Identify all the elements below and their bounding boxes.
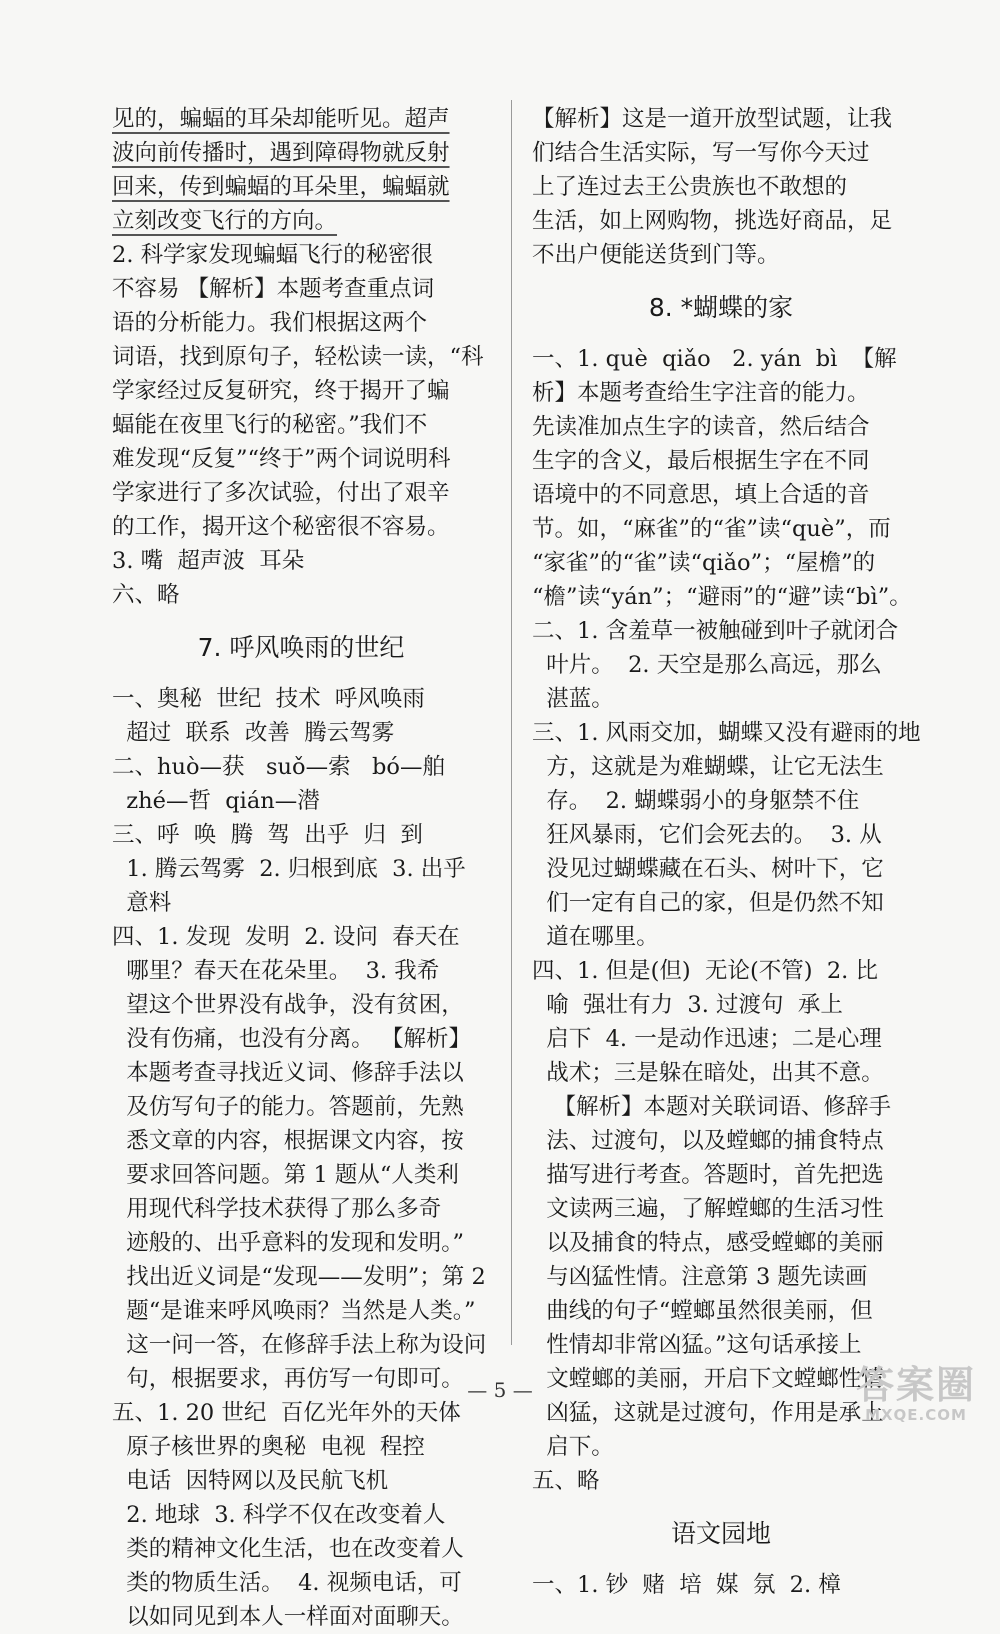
text-line: 上了连过去王公贵族也不敢想的: [532, 174, 848, 200]
text-line: 不容易 【解析】本题考查重点词: [112, 276, 435, 302]
text-line: 节。如，“麻雀”的“雀”读“què”，而: [532, 516, 891, 542]
text-line: 六、略: [112, 582, 180, 608]
text-line: 凶猛，这就是过渡句，作用是承上: [532, 1400, 884, 1426]
text-line: 本题考查寻找近义词、修辞手法以: [112, 1060, 464, 1086]
text-line: 意料: [112, 890, 172, 916]
text-line: 立刻改变飞行的方向。: [112, 208, 338, 234]
text-line: 战术；三是躲在暗处，出其不意。: [532, 1060, 884, 1086]
text-line: 1. 腾云驾雾 2. 归根到底 3. 出乎: [112, 856, 466, 882]
text-line: 一、1. 钞 赌 培 媒 氛 2. 樟: [532, 1572, 841, 1598]
text-line: 喻 强壮有力 3. 过渡句 承上: [532, 992, 843, 1018]
text-line: 学家进行了多次试验，付出了艰辛: [112, 480, 450, 506]
text-line: 悉文章的内容，根据课文内容，按: [112, 1128, 464, 1154]
text-line: 描写进行考查。答题时，首先把选: [532, 1162, 884, 1188]
text-line: 文螳螂的美丽，开启下文螳螂性情: [532, 1366, 884, 1392]
text-line: 法、过渡句，以及螳螂的捕食特点: [532, 1128, 884, 1154]
text-line: 原子核世界的奥秘 电视 程控: [112, 1434, 425, 1460]
text-line: “家雀”的“雀”读“qiǎo”；“屋檐”的: [532, 550, 876, 576]
text-line: 曲线的句子“螳螂虽然很美丽，但: [532, 1298, 873, 1324]
text-line: 二、huò—获 suǒ—索 bó—舶: [112, 754, 445, 780]
text-line: 这一问一答，在修辞手法上称为设问: [112, 1332, 487, 1358]
text-line: 们一定有自己的家，但是仍然不知: [532, 890, 884, 916]
text-line: 四、1. 但是(但) 无论(不管) 2. 比: [532, 958, 878, 984]
text-line: “檐”读“yán”；“避雨”的“避”读“bì”。: [532, 584, 912, 610]
text-line: 句，根据要求，再仿写一句即可。: [112, 1366, 464, 1392]
watermark-url: MXQE.COM: [865, 1406, 967, 1424]
page-number: — 5 —: [467, 1378, 533, 1402]
text-line: 三、1. 风雨交加，蝴蝶又没有避雨的地: [532, 720, 921, 746]
text-line: 蝠能在夜里飞行的秘密。”我们不: [112, 412, 428, 438]
text-line: 五、略: [532, 1468, 600, 1494]
text-line: zhé—哲 qián—潜: [112, 788, 320, 814]
text-line: 与凶猛性情。注意第 3 题先读画: [532, 1264, 868, 1290]
text-line: 及仿写句子的能力。答题前，先熟: [112, 1094, 464, 1120]
text-line: 2. 地球 3. 科学不仅在改变着人: [112, 1502, 446, 1528]
text-line: 生字的含义，最后根据生字在不同: [532, 448, 870, 474]
text-line: 类的物质生活。 4. 视频电话，可: [112, 1570, 462, 1596]
text-line: 方，这就是为难蝴蝶，让它无法生: [532, 754, 884, 780]
text-line: 词语，找到原句子，轻松读一读，“科: [112, 344, 484, 370]
text-line: 回来，传到蝙蝠的耳朵里，蝙蝠就: [112, 174, 450, 200]
text-line: 【解析】本题对关联词语、修辞手: [532, 1094, 891, 1120]
text-line: 二、1. 含羞草一被触碰到叶子就闭合: [532, 618, 899, 644]
column-divider: [511, 100, 512, 1345]
text-line: 找出近义词是“发现——发明”；第 2: [112, 1264, 486, 1290]
text-line: 生活，如上网购物，挑选好商品，足: [532, 208, 893, 234]
text-line: 文读两三遍，了解螳螂的生活习性: [532, 1196, 884, 1222]
text-line: 一、1. què qiǎo 2. yán bì 【解: [532, 346, 897, 372]
text-line: 叶片。 2. 天空是那么高远，那么: [532, 652, 882, 678]
section-title-8: 8. *蝴蝶的家: [648, 293, 794, 322]
text-line: 狂风暴雨，它们会死去的。 3. 从: [532, 822, 882, 848]
text-line: 们结合生活实际，写一写你今天过: [532, 140, 870, 166]
text-line: 语的分析能力。我们根据这两个: [112, 310, 428, 336]
text-line: 要求回答问题。第 1 题从“人类利: [112, 1162, 459, 1188]
text-line: 析】本题考查给生字注音的能力。: [532, 380, 870, 406]
text-line: 湛蓝。: [532, 686, 614, 712]
text-line: 【解析】这是一道开放型试题，让我: [532, 106, 893, 132]
text-line: 没有伤痛，也没有分离。 【解析】: [112, 1026, 471, 1052]
text-line: 没见过蝴蝶藏在石头、树叶下，它: [532, 856, 884, 882]
text-line: 学家经过反复研究，终于揭开了蝙: [112, 378, 450, 404]
text-line: 四、1. 发现 发明 2. 设问 春天在: [112, 924, 460, 950]
text-line: 启下 4. 一是动作迅速；二是心理: [532, 1026, 882, 1052]
text-line: 不出户便能送货到门等。: [532, 242, 780, 268]
text-line: 的工作，揭开这个秘密很不容易。: [112, 514, 450, 540]
text-line: 望这个世界没有战争，没有贫困，: [112, 992, 464, 1018]
text-line: 启下。: [532, 1434, 614, 1460]
watermark-text: 答案圈: [855, 1363, 976, 1407]
text-line: 题“是谁来呼风唤雨？当然是人类。”: [112, 1298, 476, 1324]
section-title-7: 7. 呼风唤雨的世纪: [197, 633, 405, 662]
watermark-logo: [846, 1364, 986, 1424]
text-line: 难发现“反复”“终于”两个词说明科: [112, 446, 451, 472]
text-line: 语境中的不同意思，填上合适的音: [532, 482, 870, 508]
text-line: 3. 嘴 超声波 耳朵: [112, 548, 305, 574]
text-line: 以及捕食的特点，感受螳螂的美丽: [532, 1230, 884, 1256]
text-line: 2. 科学家发现蝙蝠飞行的秘密很: [112, 242, 434, 268]
text-line: 存。 2. 蝴蝶弱小的身躯禁不住: [532, 788, 860, 814]
text-line: 超过 联系 改善 腾云驾雾: [112, 720, 395, 746]
text-line: 性情却非常凶猛。”这句话承接上: [532, 1332, 862, 1358]
section-title-garden: 语文园地: [670, 1519, 771, 1548]
text-line: 电话 因特网以及民航飞机: [112, 1468, 389, 1494]
left-column: [112, 102, 490, 1634]
text-line: 一、奥秘 世纪 技术 呼风唤雨: [112, 686, 425, 712]
text-line: 类的精神文化生活，也在改变着人: [112, 1536, 464, 1562]
text-line: 哪里？春天在花朵里。 3. 我希: [112, 958, 440, 984]
text-line: 三、呼 唤 腾 驾 出乎 归 到: [112, 822, 423, 848]
text-line: 五、1. 20 世纪 百亿光年外的天体: [112, 1400, 461, 1426]
text-line: 波向前传播时，遇到障碍物就反射: [112, 140, 450, 166]
text-line: 以如同见到本人一样面对面聊天。: [112, 1604, 464, 1630]
text-line: 用现代科学技术获得了那么多奇: [112, 1196, 442, 1222]
text-line: 迹般的、出乎意料的发现和发明。”: [112, 1230, 465, 1256]
text-line: 道在哪里。: [532, 924, 659, 950]
text-line: 先读准加点生字的读音，然后结合: [532, 414, 870, 440]
text-line: 见的，蝙蝠的耳朵却能听见。超声: [112, 106, 450, 132]
